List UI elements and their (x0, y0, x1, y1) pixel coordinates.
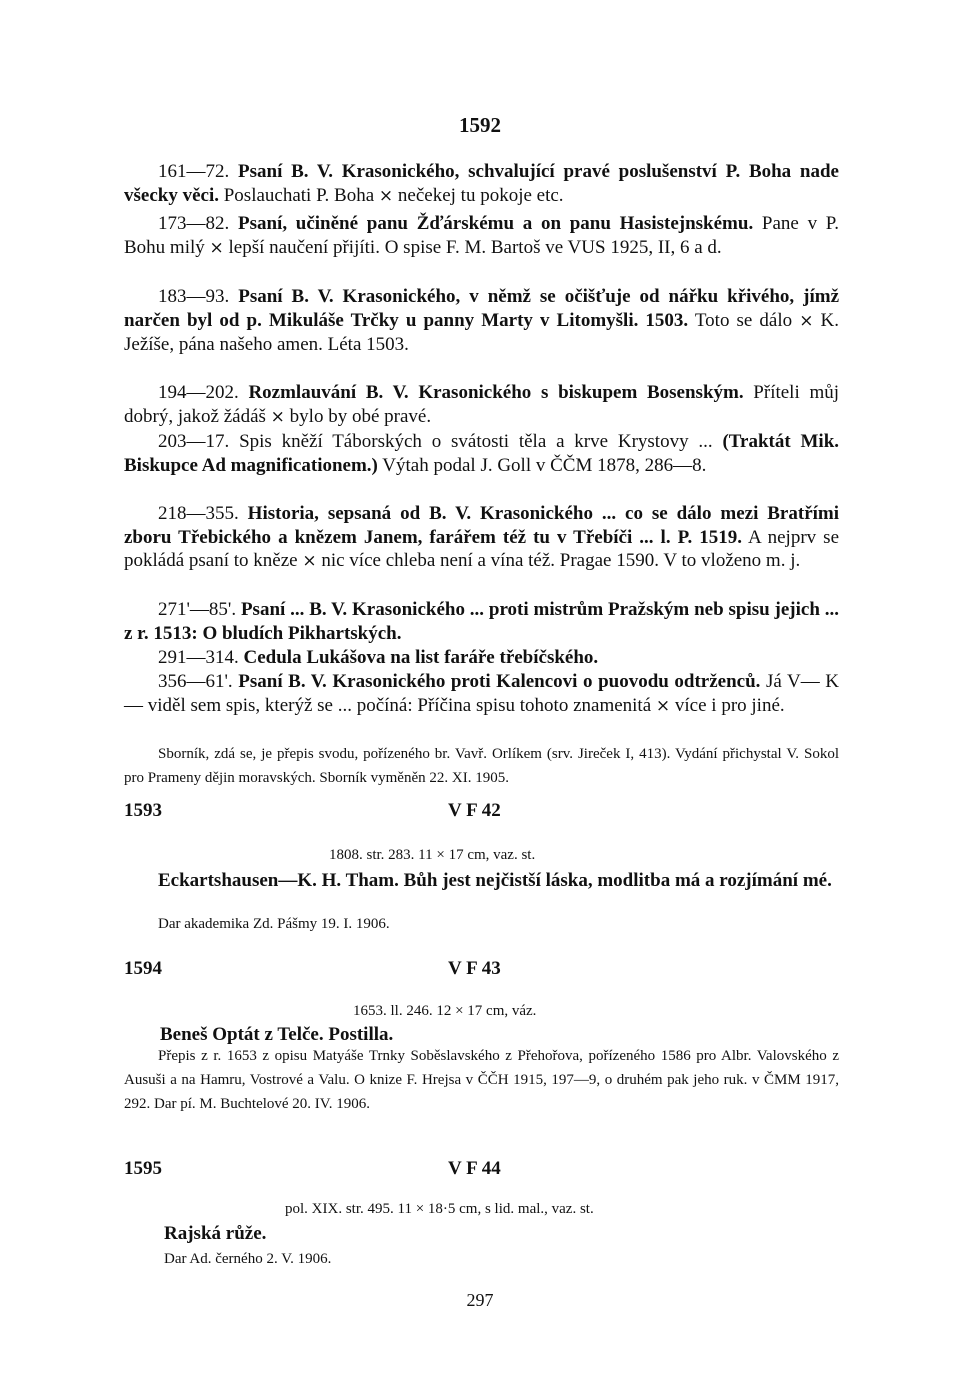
catalog-paragraph (124, 212, 839, 260)
item-title: (Traktát Mik. Biskupce Ad magnificationem.) (124, 431, 840, 476)
physical-description: 1808. str. 283. 11 × 17 cm, vaz. st. (329, 847, 536, 863)
explicit: nic více chleba není a vína též. Pragae 1590. V to vloženo m. j. (321, 550, 801, 571)
item-text: Spis kněží Táborských o svátosti těla a krve Krystovy ... (239, 431, 713, 452)
catalog-paragraph (124, 502, 839, 574)
incipit: Poslauchati P. Boha (223, 184, 375, 206)
physical-description: 1653. ll. 246. 12 × 17 cm, váz. (353, 1003, 537, 1019)
entry-note: Přepis z r. 1653 z opisu Matyáše Trnky Soběslavského z Přehořova, pořízeného 1586 pro Albr. Valovského z Ausuši a na Hamru, Vostrové a Valu. O knize F. Hrejsa v ČČH 1915, 197—9, o druhém pak jeho ruk. v ČMM 1917, 292. Dar pí. M. Buchtelové 20. IV. 1906. (124, 1048, 839, 1112)
folio-range: 218—355. (158, 503, 239, 524)
catalog-paragraph (124, 160, 839, 208)
entry-title-text: Eckartshausen—K. H. Tham. Bůh jest nejčistší láska, modlitba má a rozjímání mé. (158, 870, 832, 891)
page-header-number: 1592 (459, 113, 501, 137)
item-title: Rozmlauvání B. V. Krasonického s biskupem Bosenským. (248, 382, 744, 403)
catalog-paragraph (124, 430, 839, 477)
provenance-note: Sborník, zdá se, je přepis svodu, pořízeného br. Vavř. Orlíkem (srv. Jireček I, 413). Vydání přichystal V. Sokol pro Prameny dějin moravských. Sborník vyměněn 22. XI. 1905. (124, 746, 839, 786)
physical-description: pol. XIX. str. 495. 11 × 18·5 cm, s lid. mal., vaz. st. (285, 1201, 594, 1217)
explicit: více i pro jiné. (674, 694, 785, 716)
folio-range: 356—61'. (158, 671, 233, 692)
omission-mark: × (378, 185, 394, 206)
entry-title-text: Rajská růže. (164, 1223, 267, 1244)
explicit: nečekej tu pokoje etc. (397, 184, 564, 206)
item-title: Historia, sepsaná od B. V. Krasonického ... co se dálo mezi Bratřími zboru Třebického a knězem Janem, farářem též tu v Třebíči ... l. P. 1519. (124, 503, 840, 548)
incipit: Pane v P. Bohu milý (124, 213, 839, 258)
entry-title (164, 1222, 840, 1246)
catalog-paragraph (124, 381, 839, 429)
entry-number: 1595 (124, 1158, 162, 1179)
omission-mark: × (270, 406, 285, 427)
entry-note: Dar Ad. černého 2. V. 1906. (164, 1251, 332, 1267)
folio-range: 183—93. (158, 286, 230, 307)
catalog-paragraph (124, 670, 839, 718)
catalog-paragraph (124, 285, 839, 357)
entry-title (124, 869, 839, 893)
item-title: Psaní B. V. Krasonického, schvalující pravé poslušenství P. Boha nade všecky věci. (124, 161, 839, 206)
item-title: Psaní B. V. Krasonického proti Kalencovi o puovodu odtrženců. (238, 671, 761, 692)
omission-mark: × (302, 551, 317, 571)
explicit: K. Ježíše, pána našeho amen. Léta 1503. (124, 309, 839, 355)
folio-range: 291—314. (158, 647, 239, 668)
folio-range: 203—17. (158, 431, 230, 452)
entry-title-text: Beneš Optát z Telče. Postilla. (160, 1024, 394, 1045)
folio-range: 194—202. (158, 382, 239, 403)
folio-range: 161—72. (158, 161, 230, 182)
catalog-paragraph (124, 598, 839, 645)
folio-range: 173—82. (158, 213, 230, 234)
item-note: Výtah podal J. Goll v ČČM 1878, 286—8. (382, 454, 707, 476)
item-title: Psaní ... B. V. Krasonického ... proti mistrům Pražským neb spisu jejich ... z r. 1513: O bludích Pikhartských. (124, 599, 839, 644)
incipit: A nejprv se pokládá psaní to kněze (124, 526, 839, 571)
page-footer-number: 297 (466, 1290, 494, 1310)
folio-range: 271'—85'. (158, 599, 237, 620)
omission-mark: × (209, 237, 224, 258)
catalog-paragraph (124, 646, 839, 670)
shelf-mark: V F 44 (448, 1158, 501, 1179)
omission-mark: × (655, 695, 671, 716)
explicit: lepší naučení přijíti. O spise F. M. Bartoš ve VUS 1925, II, 6 a d. (228, 236, 722, 258)
explicit: bylo by obé pravé. (289, 405, 432, 427)
shelf-mark: V F 43 (448, 958, 501, 979)
entry-note: Dar akademika Zd. Pášmy 19. I. 1906. (158, 916, 390, 932)
entry-title (160, 1023, 840, 1047)
omission-mark: × (799, 310, 814, 331)
shelf-mark: V F 42 (448, 800, 501, 821)
item-title: Cedula Lukášova na list faráře třebíčského. (243, 647, 599, 668)
incipit: Příteli můj dobrý, jakož žádáš (124, 382, 839, 427)
entry-number: 1593 (124, 800, 162, 821)
incipit: Já V— K— viděl sem spis, kterýž se ... počíná: Příčina spisu tohoto znamenitá (124, 671, 840, 716)
item-title: Psaní B. V. Krasonického, v němž se očišťuje od nářku křivého, jímž narčen byl od p. Mikuláše Trčky u panny Marty v Litomyšli. 1503. (124, 286, 839, 331)
incipit: Toto se dálo (694, 309, 793, 331)
entry-number: 1594 (124, 958, 162, 979)
item-title: Psaní, učiněné panu Žďárskému a on panu Hasistejnskému. (237, 213, 754, 234)
